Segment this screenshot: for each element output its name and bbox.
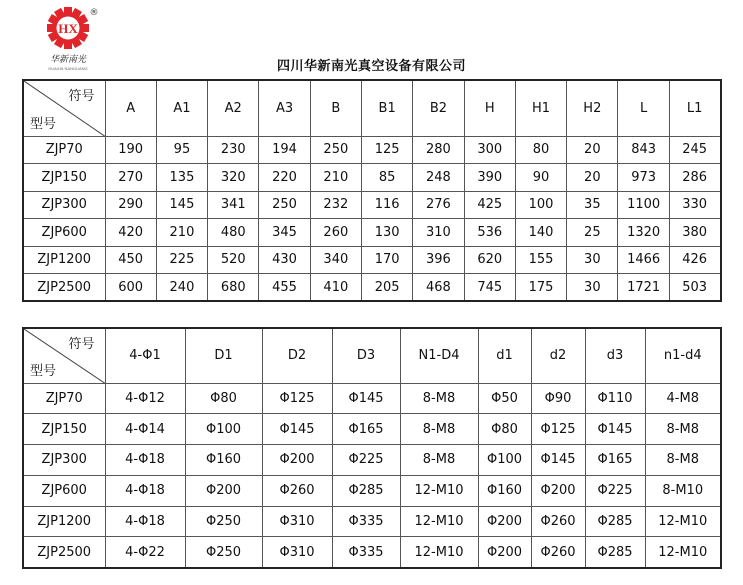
- value-cell: 35: [567, 191, 618, 219]
- value-cell: 8-M8: [400, 414, 478, 445]
- value-cell: 12-M10: [400, 506, 478, 537]
- column-header: L1: [669, 80, 720, 136]
- model-cell: ZJP600: [23, 219, 105, 247]
- column-header: d2: [531, 328, 585, 383]
- value-cell: 1100: [618, 191, 669, 219]
- value-cell: Φ145: [332, 383, 400, 414]
- dimension-table-2: [22, 327, 722, 569]
- column-header: A1: [156, 80, 207, 136]
- value-cell: Φ200: [478, 537, 531, 568]
- model-cell: ZJP2500: [23, 537, 105, 568]
- value-cell: 286: [669, 164, 720, 192]
- value-cell: Φ100: [185, 414, 262, 445]
- corner-header-cell: [23, 328, 105, 383]
- value-cell: 245: [669, 136, 720, 164]
- value-cell: 125: [361, 136, 412, 164]
- corner-model-label: 型号: [30, 116, 57, 132]
- value-cell: 8-M8: [400, 383, 478, 414]
- column-header: H1: [515, 80, 566, 136]
- value-cell: Φ225: [332, 445, 400, 476]
- value-cell: 4-Φ18: [105, 475, 185, 506]
- value-cell: 341: [208, 191, 259, 219]
- value-cell: 340: [310, 246, 361, 274]
- value-cell: 600: [105, 274, 156, 302]
- value-cell: 480: [208, 219, 259, 247]
- value-cell: 12-M10: [645, 506, 721, 537]
- value-cell: Φ285: [585, 537, 645, 568]
- value-cell: 4-Φ18: [105, 445, 185, 476]
- value-cell: 468: [413, 274, 464, 302]
- value-cell: Φ310: [262, 506, 332, 537]
- value-cell: Φ225: [585, 475, 645, 506]
- value-cell: 843: [618, 136, 669, 164]
- value-cell: 194: [259, 136, 310, 164]
- value-cell: 100: [515, 191, 566, 219]
- value-cell: Φ145: [585, 414, 645, 445]
- model-cell: ZJP70: [23, 383, 105, 414]
- table-header-row: [23, 328, 721, 383]
- value-cell: 12-M10: [400, 475, 478, 506]
- model-cell: ZJP1200: [23, 246, 105, 274]
- column-header: d3: [585, 328, 645, 383]
- value-cell: Φ160: [478, 475, 531, 506]
- value-cell: 410: [310, 274, 361, 302]
- value-cell: Φ160: [185, 445, 262, 476]
- logo-chinese-name: 华新南光: [49, 55, 87, 65]
- value-cell: 85: [361, 164, 412, 192]
- value-cell: 520: [208, 246, 259, 274]
- logo-monogram: HX: [58, 21, 78, 36]
- value-cell: 210: [310, 164, 361, 192]
- column-header: B1: [361, 80, 412, 136]
- value-cell: Φ285: [332, 475, 400, 506]
- value-cell: 20: [567, 164, 618, 192]
- value-cell: Φ90: [531, 383, 585, 414]
- model-cell: ZJP150: [23, 164, 105, 192]
- value-cell: 12-M10: [400, 537, 478, 568]
- column-header: A: [105, 80, 156, 136]
- value-cell: 1466: [618, 246, 669, 274]
- value-cell: 220: [259, 164, 310, 192]
- value-cell: 455: [259, 274, 310, 302]
- column-header: D2: [262, 328, 332, 383]
- value-cell: 4-M8: [645, 383, 721, 414]
- value-cell: Φ50: [478, 383, 531, 414]
- value-cell: Φ200: [185, 475, 262, 506]
- value-cell: 280: [413, 136, 464, 164]
- column-header: N1-D4: [400, 328, 478, 383]
- model-cell: ZJP70: [23, 136, 105, 164]
- column-header: d1: [478, 328, 531, 383]
- value-cell: 4-Φ22: [105, 537, 185, 568]
- value-cell: 330: [669, 191, 720, 219]
- company-title: 四川华新南光真空设备有限公司: [276, 59, 466, 74]
- value-cell: 390: [464, 164, 515, 192]
- table-row: [23, 537, 721, 568]
- value-cell: 230: [208, 136, 259, 164]
- value-cell: Φ310: [262, 537, 332, 568]
- table-row: [23, 475, 721, 506]
- dimension-table-1: [22, 79, 722, 302]
- table-row: [23, 246, 721, 274]
- value-cell: 210: [156, 219, 207, 247]
- value-cell: 450: [105, 246, 156, 274]
- value-cell: 30: [567, 274, 618, 302]
- value-cell: Φ125: [531, 414, 585, 445]
- value-cell: 430: [259, 246, 310, 274]
- model-cell: ZJP2500: [23, 274, 105, 302]
- value-cell: 1320: [618, 219, 669, 247]
- column-header: B2: [413, 80, 464, 136]
- value-cell: Φ80: [478, 414, 531, 445]
- value-cell: 25: [567, 219, 618, 247]
- column-header: H2: [567, 80, 618, 136]
- value-cell: 396: [413, 246, 464, 274]
- value-cell: Φ250: [185, 537, 262, 568]
- value-cell: 425: [464, 191, 515, 219]
- table-row: [23, 191, 721, 219]
- value-cell: Φ100: [478, 445, 531, 476]
- table-row: [23, 164, 721, 192]
- table-header-row: [23, 80, 721, 136]
- value-cell: 205: [361, 274, 412, 302]
- value-cell: 4-Φ18: [105, 506, 185, 537]
- value-cell: 8-M10: [645, 475, 721, 506]
- model-cell: ZJP600: [23, 475, 105, 506]
- value-cell: Φ200: [262, 445, 332, 476]
- value-cell: Φ80: [185, 383, 262, 414]
- value-cell: 140: [515, 219, 566, 247]
- value-cell: 745: [464, 274, 515, 302]
- table-row: [23, 445, 721, 476]
- value-cell: 20: [567, 136, 618, 164]
- value-cell: Φ145: [531, 445, 585, 476]
- value-cell: 300: [464, 136, 515, 164]
- value-cell: 4-Φ12: [105, 383, 185, 414]
- column-header: L: [618, 80, 669, 136]
- value-cell: Φ335: [332, 537, 400, 568]
- value-cell: 4-Φ14: [105, 414, 185, 445]
- model-cell: ZJP150: [23, 414, 105, 445]
- value-cell: 250: [310, 136, 361, 164]
- column-header: D3: [332, 328, 400, 383]
- value-cell: 80: [515, 136, 566, 164]
- model-cell: ZJP300: [23, 445, 105, 476]
- value-cell: 290: [105, 191, 156, 219]
- value-cell: 190: [105, 136, 156, 164]
- value-cell: 135: [156, 164, 207, 192]
- model-cell: ZJP300: [23, 191, 105, 219]
- table-row: [23, 383, 721, 414]
- registered-mark: ®: [89, 8, 99, 18]
- value-cell: Φ260: [262, 475, 332, 506]
- value-cell: 130: [361, 219, 412, 247]
- value-cell: 8-M8: [645, 445, 721, 476]
- value-cell: 8-M8: [400, 445, 478, 476]
- value-cell: 503: [669, 274, 720, 302]
- table-row: [23, 136, 721, 164]
- corner-symbol-label: 符号: [68, 337, 95, 352]
- column-header: A2: [208, 80, 259, 136]
- value-cell: 170: [361, 246, 412, 274]
- corner-symbol-label: 符号: [68, 89, 95, 104]
- value-cell: 248: [413, 164, 464, 192]
- value-cell: Φ165: [585, 445, 645, 476]
- value-cell: 270: [105, 164, 156, 192]
- value-cell: 240: [156, 274, 207, 302]
- value-cell: Φ335: [332, 506, 400, 537]
- value-cell: 420: [105, 219, 156, 247]
- value-cell: 90: [515, 164, 566, 192]
- value-cell: 260: [310, 219, 361, 247]
- value-cell: 30: [567, 246, 618, 274]
- value-cell: Φ250: [185, 506, 262, 537]
- value-cell: Φ165: [332, 414, 400, 445]
- value-cell: Φ260: [531, 537, 585, 568]
- value-cell: 250: [259, 191, 310, 219]
- value-cell: 426: [669, 246, 720, 274]
- value-cell: 536: [464, 219, 515, 247]
- value-cell: 380: [669, 219, 720, 247]
- value-cell: 8-M8: [645, 414, 721, 445]
- value-cell: Φ145: [262, 414, 332, 445]
- table-row: [23, 506, 721, 537]
- value-cell: 175: [515, 274, 566, 302]
- value-cell: Φ200: [531, 475, 585, 506]
- column-header: B: [310, 80, 361, 136]
- logo-pinyin: HUAXIN NANGUANG: [48, 66, 88, 71]
- value-cell: 225: [156, 246, 207, 274]
- table-row: [23, 219, 721, 247]
- value-cell: 232: [310, 191, 361, 219]
- value-cell: Φ110: [585, 383, 645, 414]
- column-header: D1: [185, 328, 262, 383]
- column-header: A3: [259, 80, 310, 136]
- corner-header-cell: [23, 80, 105, 136]
- value-cell: Φ285: [585, 506, 645, 537]
- value-cell: Φ125: [262, 383, 332, 414]
- value-cell: 116: [361, 191, 412, 219]
- column-header: H: [464, 80, 515, 136]
- value-cell: 680: [208, 274, 259, 302]
- column-header: n1-d4: [645, 328, 721, 383]
- value-cell: Φ200: [478, 506, 531, 537]
- value-cell: 145: [156, 191, 207, 219]
- value-cell: 320: [208, 164, 259, 192]
- value-cell: 95: [156, 136, 207, 164]
- table-row: [23, 274, 721, 302]
- value-cell: 973: [618, 164, 669, 192]
- column-header: 4-Φ1: [105, 328, 185, 383]
- value-cell: 345: [259, 219, 310, 247]
- value-cell: 276: [413, 191, 464, 219]
- value-cell: Φ260: [531, 506, 585, 537]
- value-cell: 620: [464, 246, 515, 274]
- model-cell: ZJP1200: [23, 506, 105, 537]
- value-cell: 12-M10: [645, 537, 721, 568]
- corner-model-label: 型号: [30, 363, 57, 379]
- value-cell: 310: [413, 219, 464, 247]
- value-cell: 155: [515, 246, 566, 274]
- table-row: [23, 414, 721, 445]
- value-cell: 1721: [618, 274, 669, 302]
